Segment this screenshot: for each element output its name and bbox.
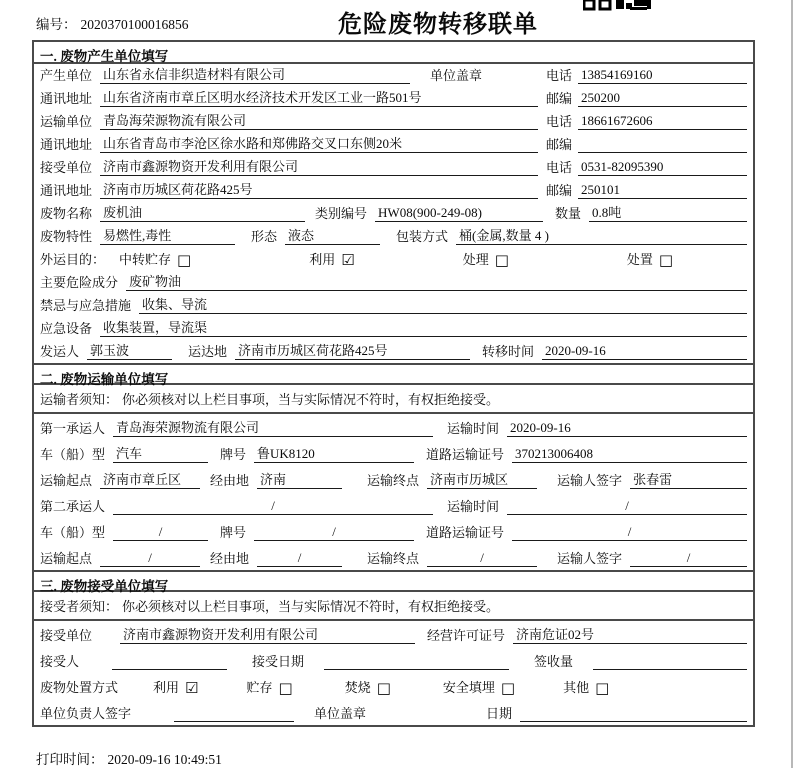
purpose-option-treat: 处理 □ <box>462 251 509 269</box>
transporter-phone-value: 18661672606 <box>578 113 747 130</box>
zip-label: 邮编 <box>546 183 573 198</box>
transporter-address-row <box>34 133 753 156</box>
form-value: 液态 <box>285 225 380 245</box>
transport-time2-value: / <box>507 498 747 515</box>
transporter-value: 青岛海荣源物流有限公司 <box>100 110 538 130</box>
receiver-address-row <box>34 179 753 202</box>
hazard-row <box>34 271 753 294</box>
head-sign-row <box>34 699 753 725</box>
transport-time-label: 运输时间 <box>447 421 500 436</box>
phone-label: 电话 <box>546 160 573 175</box>
accept-unit-row <box>34 621 753 647</box>
plate-label: 牌号 <box>220 525 247 540</box>
transporter-sign-label: 运输人签字 <box>557 473 623 488</box>
origin-label: 运输起点 <box>40 551 93 566</box>
carrier1-label: 第一承运人 <box>40 421 106 436</box>
checkbox-unchecked-icon: □ <box>500 679 516 697</box>
manifest-table <box>32 40 755 727</box>
destination-label: 运达地 <box>188 344 228 359</box>
via1-value: 济南 <box>257 469 342 489</box>
vehicle2-value: / <box>113 524 208 541</box>
vehicle-type-label: 车（船）型 <box>40 525 106 540</box>
transport-time1-value: 2020-09-16 <box>507 420 747 437</box>
receiver-notice-text: 你必须核对以上栏目事项，当与实际情况不符时，有权拒绝接受。 <box>122 599 500 614</box>
disposal-option-other: 其他 □ <box>563 679 610 697</box>
recipient-value <box>112 653 227 670</box>
disposal-option-landfill: 安全填埋 □ <box>442 679 516 697</box>
disposal-option-utilize: 利用 ☑ <box>153 679 199 697</box>
sender-label: 发运人 <box>40 344 80 359</box>
sender-row <box>34 340 753 363</box>
page-title: 危险废物转移联单 <box>338 12 538 38</box>
hazard-label: 主要危险成分 <box>40 275 119 290</box>
waste-name-value: 废机油 <box>100 202 305 222</box>
address-label: 通讯地址 <box>40 183 93 198</box>
packing-value: 桶(金属,数量 4 ) <box>456 225 747 245</box>
waste-name-label: 废物名称 <box>40 206 93 221</box>
disposal-option-incinerate: 焚烧 □ <box>344 679 391 697</box>
address-label: 通讯地址 <box>40 137 93 152</box>
accept-unit-label: 接受单位 <box>40 628 93 643</box>
checkbox-checked-icon: ☑ <box>185 679 199 697</box>
route2-row <box>34 544 753 570</box>
sign-date-label: 日期 <box>486 706 513 721</box>
destination-value: 济南市历城区荷花路425号 <box>235 340 470 360</box>
address-label: 通讯地址 <box>40 91 93 106</box>
phone-label: 电话 <box>546 68 573 83</box>
producer-phone-value: 13854169160 <box>578 67 747 84</box>
disposal-label: 废物处置方式 <box>40 680 119 695</box>
producer-row <box>34 64 753 87</box>
transfer-time-value: 2020-09-16 <box>542 343 747 360</box>
carrier2-label: 第二承运人 <box>40 499 106 514</box>
checkbox-unchecked-icon: □ <box>494 251 509 269</box>
doc-number-label: 编号： <box>36 17 77 32</box>
page-edge-line <box>791 0 793 768</box>
transporter-label: 运输单位 <box>40 114 93 129</box>
section3-header: 三. 废物接受单位填写 <box>34 570 753 592</box>
head-sign-label: 单位负责人签字 <box>40 706 132 721</box>
purpose-row <box>34 248 753 271</box>
print-time-label: 打印时间： <box>36 752 104 767</box>
equipment-label: 应急设备 <box>40 321 93 336</box>
receiver-value: 济南市鑫源物资开发利用有限公司 <box>100 156 538 176</box>
unit-seal-label: 单位盖章 <box>430 68 483 83</box>
carrier2-value: / <box>113 498 433 515</box>
vehicle1-value: 汽车 <box>113 443 208 463</box>
recipient-label: 接受人 <box>40 654 80 669</box>
taboo-value: 收集、导流 <box>139 294 747 314</box>
carrier2-row <box>34 492 753 518</box>
doc-number-value: 2020370100016856 <box>80 17 189 32</box>
transporter-zip-value <box>578 136 747 153</box>
origin2-value: / <box>100 550 200 567</box>
receiver-notice-label: 接受者须知： <box>40 599 119 614</box>
receiver-notice-row <box>34 592 753 621</box>
phone-label: 电话 <box>546 114 573 129</box>
endpoint-label: 运输终点 <box>367 551 420 566</box>
purpose-option-transfer-storage: 中转贮存 □ <box>119 251 192 269</box>
zip-label: 邮编 <box>546 137 573 152</box>
form-label: 形态 <box>251 229 278 244</box>
transfer-time-label: 转移时间 <box>482 344 535 359</box>
signed-amount-label: 签收量 <box>534 654 574 669</box>
producer-value: 山东省永信非织造材料有限公司 <box>100 64 410 84</box>
end1-value: 济南市历城区 <box>427 469 537 489</box>
vehicle-type-label: 车（船）型 <box>40 447 106 462</box>
sign2-value: / <box>630 550 747 567</box>
taboo-label: 禁忌与应急措施 <box>40 298 132 313</box>
equipment-value: 收集装置，导流渠 <box>100 317 747 337</box>
road-license-label: 道路运输证号 <box>426 447 505 462</box>
traits-value: 易燃性,毒性 <box>100 225 235 245</box>
checkbox-checked-icon: ☑ <box>341 251 355 269</box>
taboo-row <box>34 294 753 317</box>
via-label: 经由地 <box>210 551 250 566</box>
sender-value: 郭玉波 <box>87 340 172 360</box>
transport-time-label: 运输时间 <box>447 499 500 514</box>
transporter-notice-text: 你必须核对以上栏目事项，当与实际情况不符时，有权拒绝接受。 <box>122 392 500 407</box>
qr-code-fragment <box>583 0 651 12</box>
disposal-row <box>34 673 753 699</box>
sign-date-value <box>520 705 747 722</box>
producer-address-value: 山东省济南市章丘区明水经济技术开发区工业一路501号 <box>100 87 538 107</box>
quantity-value: 0.8吨 <box>589 202 747 222</box>
transporter-address-value: 山东省青岛市李沧区徐水路和郑佛路交叉口东侧20米 <box>100 133 538 153</box>
waste-name-row <box>34 202 753 225</box>
print-time <box>36 748 222 768</box>
sign1-value: 张春雷 <box>630 469 747 489</box>
receiver-phone-value: 0531-82095390 <box>578 159 747 176</box>
transporter-notice-row <box>34 385 753 414</box>
checkbox-unchecked-icon: □ <box>595 679 610 697</box>
quantity-label: 数量 <box>555 206 582 221</box>
permit-label: 经营许可证号 <box>427 628 506 643</box>
zip-label: 邮编 <box>546 91 573 106</box>
head-sign-value <box>174 705 294 722</box>
license2-value: / <box>512 524 747 541</box>
producer-label: 产生单位 <box>40 68 93 83</box>
category-label: 类别编号 <box>315 206 368 221</box>
checkbox-unchecked-icon: □ <box>658 251 674 269</box>
unit-seal-label: 单位盖章 <box>314 706 367 721</box>
via2-value: / <box>257 550 342 567</box>
transporter-sign-label: 运输人签字 <box>557 551 623 566</box>
route1-row <box>34 466 753 492</box>
plate2-value: / <box>254 524 414 541</box>
plate1-value: 鲁UK8120 <box>254 443 414 463</box>
checkbox-unchecked-icon: □ <box>177 251 192 269</box>
plate-label: 牌号 <box>220 447 247 462</box>
via-label: 经由地 <box>210 473 250 488</box>
accept-date-label: 接受日期 <box>252 654 305 669</box>
section1-header: 一. 废物产生单位填写 <box>34 42 753 64</box>
origin1-value: 济南市章丘区 <box>100 469 200 489</box>
end2-value: / <box>427 550 537 567</box>
purpose-option-dispose: 处置 □ <box>626 251 674 269</box>
accept-unit-value: 济南市鑫源物资开发利用有限公司 <box>120 624 415 644</box>
receiver-row <box>34 156 753 179</box>
receiver-zip-value: 250101 <box>578 182 747 199</box>
transporter-row <box>34 110 753 133</box>
section2-header: 二. 废物运输单位填写 <box>34 363 753 385</box>
transporter-notice-label: 运输者须知： <box>40 392 119 407</box>
receiver-address-value: 济南市历城区荷花路425号 <box>100 179 538 199</box>
recipient-row <box>34 647 753 673</box>
signed-amount-value <box>593 653 747 670</box>
print-time-value: 2020-09-16 10:49:51 <box>107 752 222 767</box>
origin-label: 运输起点 <box>40 473 93 488</box>
checkbox-unchecked-icon: □ <box>278 679 293 697</box>
packing-label: 包装方式 <box>396 229 449 244</box>
road-license-label: 道路运输证号 <box>426 525 505 540</box>
producer-zip-value: 250200 <box>578 90 747 107</box>
vehicle1-row <box>34 440 753 466</box>
permit-value: 济南危证02号 <box>513 624 747 644</box>
receiver-label: 接受单位 <box>40 160 93 175</box>
carrier1-value: 青岛海荣源物流有限公司 <box>113 417 433 437</box>
vehicle2-row <box>34 518 753 544</box>
purpose-label: 外运目的： <box>40 252 106 267</box>
checkbox-unchecked-icon: □ <box>376 679 391 697</box>
producer-address-row <box>34 87 753 110</box>
category-value: HW08(900-249-08) <box>375 205 543 222</box>
carrier1-row <box>34 414 753 440</box>
endpoint-label: 运输终点 <box>367 473 420 488</box>
disposal-option-store: 贮存 □ <box>246 679 293 697</box>
traits-label: 废物特性 <box>40 229 93 244</box>
hazard-value: 废矿物油 <box>126 271 747 291</box>
accept-date-value <box>324 653 509 670</box>
purpose-option-utilize: 利用 ☑ <box>309 251 355 269</box>
license1-value: 370213006408 <box>512 446 747 463</box>
equipment-row <box>34 317 753 340</box>
waste-traits-row <box>34 225 753 248</box>
